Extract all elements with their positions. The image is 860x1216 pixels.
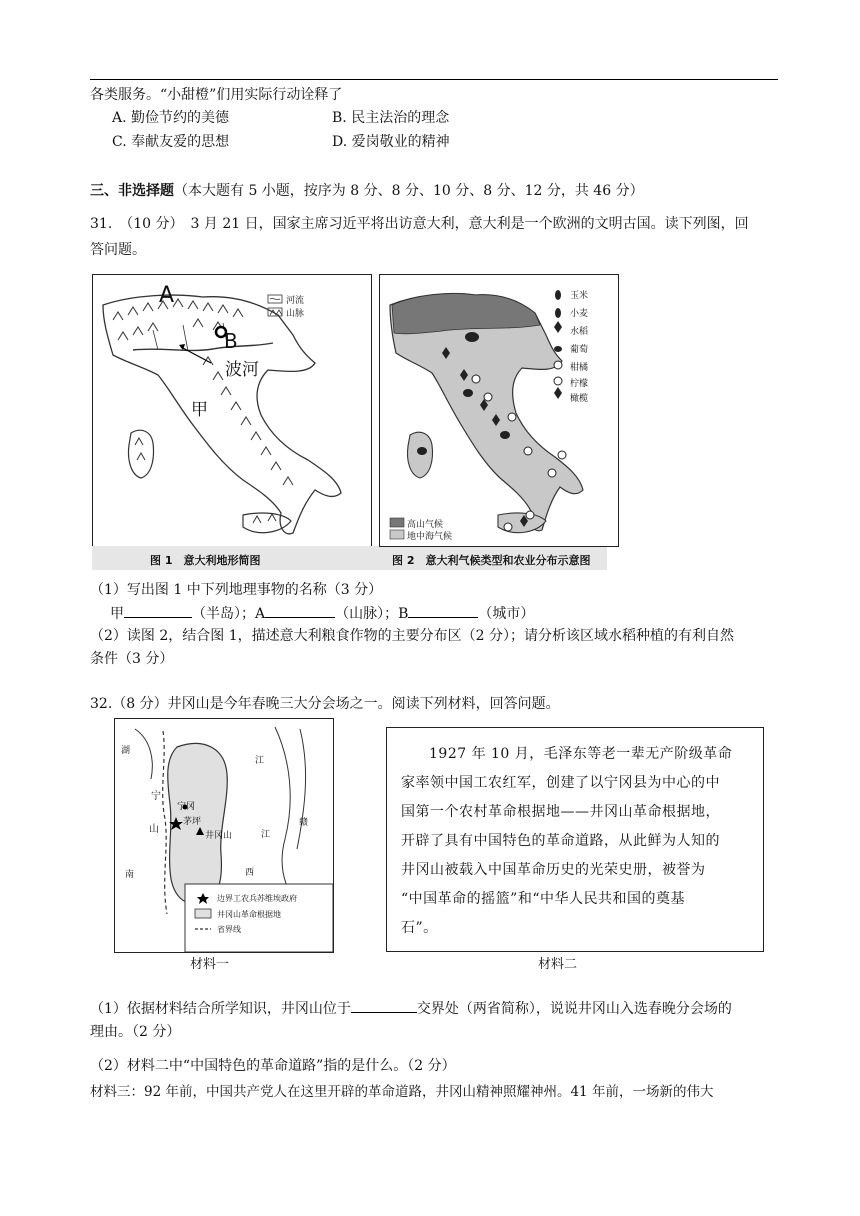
section-title: 三、非选择题 bbox=[90, 183, 174, 199]
map-label-hu: 湖 bbox=[121, 746, 131, 756]
label-b: B bbox=[224, 329, 238, 353]
section-heading bbox=[90, 181, 644, 201]
label-jia: 甲 bbox=[191, 400, 208, 420]
header-rule bbox=[90, 79, 778, 80]
fill-jia-label: 甲 bbox=[110, 606, 124, 622]
question-30-tail: 各类服务。“小甜橙”们用实际行动诠释了 bbox=[90, 87, 343, 103]
map-label-maoping: 茅坪 bbox=[183, 817, 202, 827]
blank-b[interactable] bbox=[408, 603, 478, 618]
jinggangshan-map bbox=[114, 718, 334, 953]
legend-corn: 玉米 bbox=[570, 291, 589, 301]
legend-grape: 葡萄 bbox=[570, 345, 589, 355]
m2-line-5: 井冈山被载入中国革命历史的光荣史册，被誉为 bbox=[401, 862, 706, 878]
legend-base-area: 井冈山革命根据地 bbox=[217, 910, 281, 919]
option-d: D. 爱岗敬业的精神 bbox=[332, 134, 450, 150]
q31-stem-line2: 答问题。 bbox=[90, 242, 146, 258]
legend-river: 河流 bbox=[286, 296, 305, 306]
map-label-ninggang: 宁冈 bbox=[177, 802, 196, 812]
fill-jia-peninsula: （半岛）；A bbox=[192, 606, 266, 622]
map-label-jiang: 江 bbox=[255, 756, 265, 766]
legend-olive: 橄榄 bbox=[570, 394, 589, 404]
map-label-xiang: 宁 bbox=[151, 791, 161, 802]
m2-line-1: 1927 年 10 月，毛泽东等老一辈无产阶级革命 bbox=[429, 746, 733, 762]
legend-mountain: 山脉 bbox=[286, 309, 305, 319]
label-po-river: 波河 bbox=[225, 360, 259, 380]
blank-jia[interactable] bbox=[124, 603, 192, 618]
legend-wheat: 小麦 bbox=[570, 309, 589, 319]
q32-sub1-b: 交界处（两省简称），说说井冈山入选春晚分会场的 bbox=[416, 1001, 732, 1017]
fill-a-mountain: （山脉）；B bbox=[335, 606, 409, 622]
map-label-gan: 赣 bbox=[299, 818, 309, 828]
map-label-xi: 西 bbox=[245, 868, 255, 878]
option-b: B. 民主法治的理念 bbox=[332, 110, 450, 126]
label-a: A bbox=[159, 283, 175, 308]
m2-line-2: 家率领中国工农红军，创建了以宁冈县为中心的中 bbox=[401, 775, 720, 791]
map-label-jinggangshan: 井冈山 bbox=[205, 831, 233, 841]
m2-line-7: 石”。 bbox=[401, 920, 438, 936]
material-2-box bbox=[386, 727, 764, 952]
figure-1-caption: 图 1 意大利地形简图 bbox=[150, 554, 261, 567]
q32-sub2: （2）材料二中“中国特色的革命道路”指的是什么。（2 分） bbox=[90, 1058, 456, 1074]
material-1-caption: 材料一 bbox=[190, 957, 230, 972]
q31-sub2-line1: （2）读图 2，结合图 1，描述意大利粮食作物的主要分布区（2 分）；请分析该区域水稻种植的有利自然 bbox=[90, 628, 734, 644]
q32-sub1-line2: 理由。（2 分） bbox=[90, 1024, 181, 1040]
map-label-shan: 山 bbox=[149, 824, 159, 835]
fill-b-city: （城市） bbox=[478, 606, 535, 622]
blank-a[interactable] bbox=[265, 603, 335, 618]
q31-stem-line1: 31. （10 分） 3 月 21 日，国家主席习近平将出访意大利，意大利是一个欧洲的文明古国。读下列图，回 bbox=[90, 216, 749, 232]
legend-rice: 水稻 bbox=[570, 327, 589, 337]
m2-line-3: 国第一个农村革命根据地——井冈山革命根据地， bbox=[401, 804, 720, 820]
q32-sub1-line1 bbox=[90, 998, 732, 1019]
italy-terrain-map bbox=[93, 275, 371, 546]
legend-mediterranean-climate: 地中海气候 bbox=[407, 532, 453, 542]
legend-soviet-gov: 边界工农兵苏维埃政府 bbox=[217, 894, 297, 903]
section-desc: （本大题有 5 小题，按序为 8 分、8 分、10 分、8 分、12 分，共 46 分） bbox=[174, 183, 644, 199]
option-a: A. 勤俭节约的美德 bbox=[112, 110, 230, 126]
q31-sub2-line2: 条件（3 分） bbox=[90, 651, 174, 667]
m2-line-6: “中国革命的摇篮”和“中华人民共和国的奠基 bbox=[401, 891, 685, 907]
legend-province-border: 省界线 bbox=[217, 925, 241, 934]
legend-lemon: 柠檬 bbox=[570, 379, 589, 389]
q32-material-3: 材料三：92 年前，中国共产党人在这里开辟的革命道路，井冈山精神照耀神州。41 年前，一场新的伟大 bbox=[90, 1084, 714, 1100]
blank-provinces[interactable] bbox=[351, 998, 417, 1013]
option-c: C. 奉献友爱的思想 bbox=[112, 134, 230, 150]
legend-citrus: 柑橘 bbox=[570, 363, 589, 373]
q31-sub1: （1）写出图 1 中下列地理事物的名称（3 分） bbox=[90, 582, 383, 598]
figure-2-map bbox=[379, 274, 619, 547]
q32-sub1-a: （1）依据材料结合所学知识，井冈山位于 bbox=[90, 1001, 351, 1017]
figure-2-caption: 图 2 意大利气候类型和农业分布示意图 bbox=[392, 554, 591, 567]
m2-line-4: 开辟了具有中国特色的革命道路，从此鲜为人知的 bbox=[401, 833, 720, 849]
figure-1-map bbox=[92, 274, 372, 547]
legend-alpine-climate: 高山气候 bbox=[407, 520, 444, 530]
q31-sub1-fill bbox=[110, 603, 534, 624]
map-label-jiang2: 江 bbox=[261, 830, 271, 840]
map-label-nan: 南 bbox=[125, 870, 135, 880]
material-2-caption: 材料二 bbox=[538, 957, 578, 972]
q32-stem: 32.（8 分）井冈山是今年春晚三大分会场之一。阅读下列材料，回答问题。 bbox=[90, 696, 560, 712]
